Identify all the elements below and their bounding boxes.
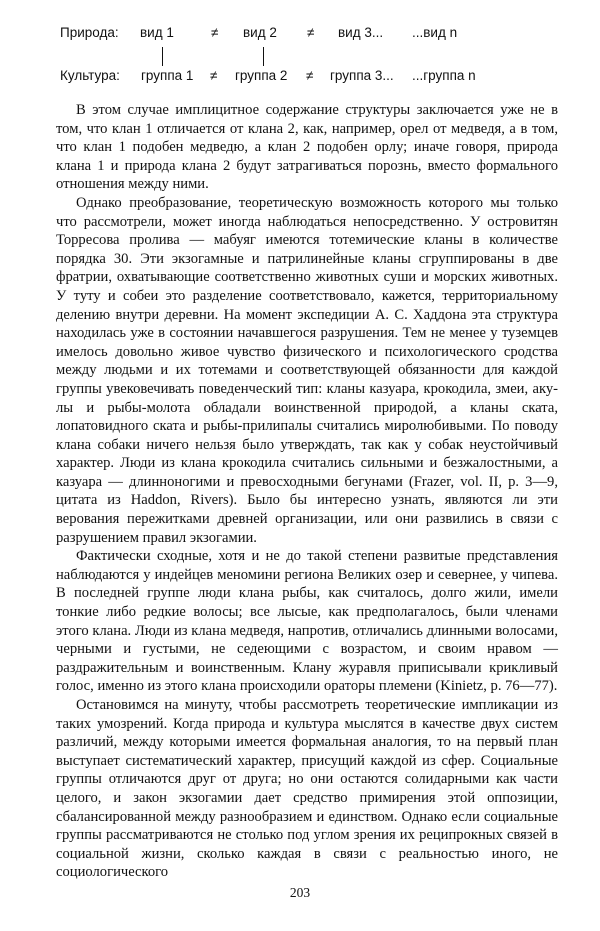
- body-text: [56, 101, 558, 882]
- nature-label: Природа:: [60, 25, 119, 40]
- paragraph: Однако преобразование, теоретическую возможность которого мы только что рассмотрели, может иногда наблюдаться непосредственно. У островитян Торресова пролива — мабуяг имеются тотемические кланы в количестве порядка 30. Эти экзогамные и патрилинейные кланы сгруппированы в две фратрии, охватывающие соответственно животных суши и морских животных. У туту и собеи это разделение соответствовало, кажется, территориальному делению внутри деревни. На момент экспедиции А. С. Хаддона эта структура находилась уже в состоянии начавшегося разрушения. Тем не менее у туземцев имелось довольно живое чувство физического и психологического сродства между людьми и их тотемами и соответствующей обязанности для каждой группы увековечивать поведенческий тип: кланы казуара, крокодила, змеи, акулы и рыбы-молота обладали воинственной природой, а кланы ската, лопатовидного ската и рыбы-прилипалы считались миролюбивыми. По поводу клана собаки ничего нельзя было утверждать, так как у собак неустойчивый характер. Люди из клана крокодила считались сильными и безжалостными, а казуара — длинноногими и превосходными бегунами (Frazer, vol. II, p. 3—9, цитата из Haddon, Rivers). Было бы интересно узнать, являются ли эти верования пережитками древней организации, или они развились в связи с разрушением правил экзогамии.: [56, 194, 558, 546]
- not-equal-sign: ≠: [211, 25, 219, 40]
- group-1: группа 1: [141, 68, 194, 83]
- group-n: ...группа n: [412, 68, 476, 83]
- connector-line-2: [263, 47, 264, 66]
- species-3: вид 3...: [338, 25, 384, 40]
- page-number: 203: [289, 885, 311, 900]
- species-1: вид 1: [140, 25, 174, 40]
- paragraph: Фактически сходные, хотя и не до такой степени развитые представления наблюдаются у индейцев меномини региона Великих озер и севернее, у чипева. В последней группе люди клана рыбы, как считалось, долго жили, имели тонкие либо редкие волосы; все лысые, как предполагалось, были членами этого клана. Люди из клана медведя, напротив, отличались длинными волосами, черными и густыми, не седеющими с возрастом, и своим нравом — раздражительным и воинственным. Клану журавля приписывали крикливый голос, именно из этого клана происходили ораторы племени (Kinietz, p. 76—77).: [56, 548, 558, 695]
- culture-label: Культура:: [60, 68, 120, 83]
- paragraph: Остановимся на минуту, чтобы рассмотреть теоретические импликации из таких умозрений. Когда природа и культура мыслятся в качестве двух систем различий, между которыми имеется формальная аналогия, то на первый план выступает систематический характер, присущий каждой из сфер. Социальные группы отличаются друг от друга; но они остаются солидарными как части целого, и закон экзогамии дает средство примирения этой оппозиции, сбалансированной между разнообразием и единством. Однако если социальные группы рассматриваются не столько под углом зрения их реципрокных связей в социальной жизни, сколько каждая в связи с реальностью иного, не социологического: [56, 697, 558, 881]
- not-equal-sign: ≠: [210, 68, 218, 83]
- group-3: группа 3...: [330, 68, 394, 83]
- species-n: ...вид n: [412, 25, 458, 40]
- connector-line-1: [162, 47, 163, 66]
- paragraph: В этом случае имплицитное содержание структуры заключается уже не в том, что клан 1 отличается от клана 2, как, например, орел от медведя, а в том, что клан 1 подобен медведю, а клан 2 подобен орлу; иначе говоря, природа клана 1 и природа клана 2 будут затрагиваться порознь, вместо формального отношения между ними.: [56, 102, 558, 193]
- not-equal-sign: ≠: [307, 25, 315, 40]
- group-2: группа 2: [235, 68, 288, 83]
- nature-culture-diagram: [0, 0, 600, 100]
- not-equal-sign: ≠: [306, 68, 314, 83]
- species-2: вид 2: [243, 25, 277, 40]
